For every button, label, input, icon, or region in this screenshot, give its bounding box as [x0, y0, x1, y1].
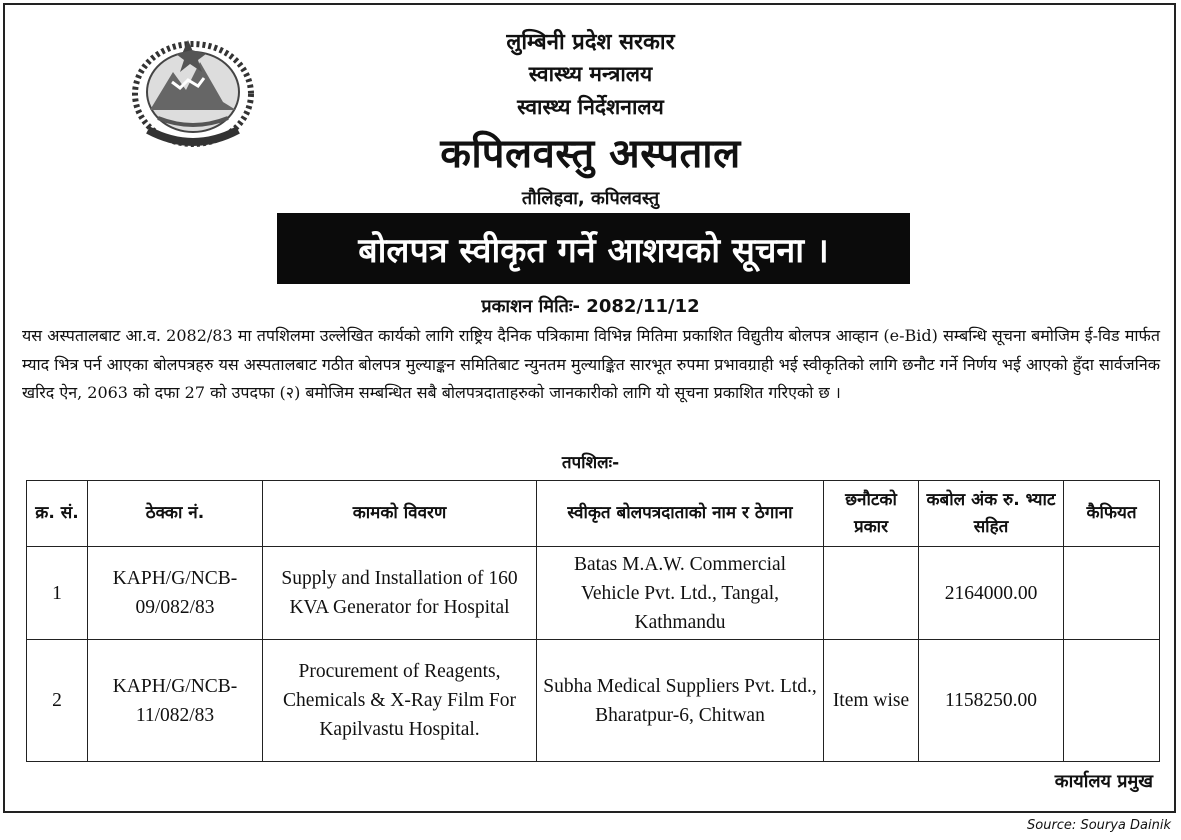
notice-body: यस अस्पतालबाट आ.व. 2082/83 मा तपशिलमा उल्लेखित कार्यको लागि राष्ट्रिय दैनिक पत्रिकामा विभिन्न मितिमा प्रकाशित विद्युतीय बोलपत्र आव्हान (e-Bid) सम्बन्धि सूचना बमोजिम ई-विड मार्फत म्याद भित्र पर्न आएका बोलपत्रहरु यस अस्पतालबाट गठीत बोलपत्र मुल्याङ्कन समितिबाट न्युनतम मुल्याङ्कित सारभूत रुपमा प्रभावग्राही भई स्वीकृतिको लागि छनौट गर्ने निर्णय भई आएको हुँदा सार्वजनिक खरिद ऐन, 2063 को दफा 27 को उपदफा (२) बमोजिम सम्बन्धित सबै बोलपत्रदाताहरुको जानकारीको लागि यो सूचना प्रकाशित गरिएको छ ।	[22, 326, 1160, 402]
publication-date: प्रकाशन मितिः- 2082/11/12	[481, 296, 700, 317]
col-header-contract: ठेक्का नं.	[88, 481, 263, 547]
cell-bidder: Subha Medical Suppliers Pvt. Ltd., Bharatpur-6, Chitwan	[537, 640, 824, 762]
hospital-address: तौलिहवा, कपिलवस्तु	[521, 188, 660, 209]
col-header-remarks: कैफियत	[1064, 481, 1160, 547]
cell-type	[824, 547, 919, 640]
col-header-type: छनौटको प्रकार	[824, 481, 919, 547]
office-head-signature: कार्यालय प्रमुख	[1054, 771, 1153, 792]
province-government: लुम्बिनी प्रदेश सरकार	[506, 30, 675, 55]
cell-sn: 2	[27, 640, 88, 762]
table-row	[27, 547, 1160, 640]
col-header-sn: क्र. सं.	[27, 481, 88, 547]
table-row	[27, 640, 1160, 762]
directorate-name: स्वास्थ्य निर्देशनालय	[517, 95, 664, 119]
cell-description: Supply and Installation of 160 KVA Generator for Hospital	[263, 547, 537, 640]
col-header-description: कामको विवरण	[263, 481, 537, 547]
bid-table	[26, 480, 1160, 762]
source-credit: Source: Sourya Dainik	[1027, 818, 1171, 833]
cell-amount: 2164000.00	[919, 547, 1064, 640]
cell-amount: 1158250.00	[919, 640, 1064, 762]
cell-contract: KAPH/G/NCB-11/082/83	[88, 640, 263, 762]
ministry-name: स्वास्थ्य मन्त्रालय	[528, 62, 653, 86]
col-header-amount: कबोल अंक रु. भ्याट सहित	[919, 481, 1064, 547]
cell-bidder: Batas M.A.W. Commercial Vehicle Pvt. Ltd., Tangal, Kathmandu	[537, 547, 824, 640]
cell-remarks	[1064, 547, 1160, 640]
notice-title-banner: बोलपत्र स्वीकृत गर्ने आशयको सूचना ।	[277, 213, 910, 284]
cell-sn: 1	[27, 547, 88, 640]
cell-type: Item wise	[824, 640, 919, 762]
cell-contract: KAPH/G/NCB-09/082/83	[88, 547, 263, 640]
col-header-bidder: स्वीकृत बोलपत्रदाताको नाम र ठेगाना	[537, 481, 824, 547]
cell-description: Procurement of Reagents, Chemicals & X-Ray Film For Kapilvastu Hospital.	[263, 640, 537, 762]
hospital-name: कपिलवस्तु अस्पताल	[440, 131, 741, 177]
details-heading: तपशिलः-	[561, 453, 620, 473]
cell-remarks	[1064, 640, 1160, 762]
table-header-row	[27, 481, 1160, 547]
